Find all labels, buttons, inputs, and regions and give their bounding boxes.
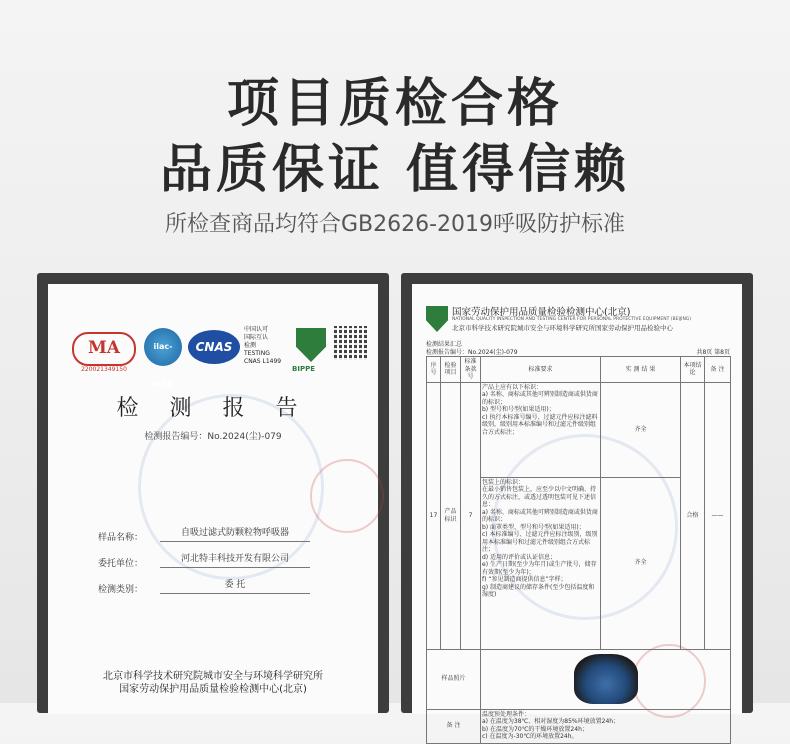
org-title: 国家劳动保护用品质量检验检测中心(北京)	[452, 307, 631, 318]
cnas-text	[244, 326, 294, 366]
qr-code-icon	[334, 326, 368, 360]
row-number: 17	[427, 382, 441, 649]
header-cell: 检验项目	[441, 357, 461, 383]
header-cell: 备 注	[705, 357, 731, 383]
cnas-logo: CNAS	[188, 330, 240, 364]
header-cell: 标准要求	[481, 357, 601, 383]
result-b: 齐全	[601, 477, 681, 649]
red-stamp	[310, 459, 384, 533]
page-info: 共8页 第8页	[696, 349, 730, 356]
summary-label: 检测结果汇总	[426, 341, 463, 348]
cnas-text-line: 国际互认	[244, 334, 269, 341]
field-label-category: 检测类别：	[98, 585, 144, 595]
header-cell: 序号	[427, 357, 441, 383]
header-cell: 标准条款号	[461, 357, 481, 383]
report-number: 检测报告编号：No.2024(尘)-079	[144, 432, 282, 442]
field-label-client: 委托单位：	[98, 559, 144, 569]
footer-center: 国家劳动保护用品质量检验检测中心(北京)	[119, 684, 307, 695]
bippe-shield-icon	[426, 306, 448, 332]
field-value-category: 委 托	[160, 579, 310, 594]
cnas-text-line: 检测	[244, 342, 257, 349]
header-cell: 实 测 结 果	[601, 357, 681, 383]
row-item: 产品标识	[441, 382, 461, 649]
note-row	[427, 709, 731, 743]
footer-institute: 北京市科学技术研究院城市安全与环境科学研究所	[103, 671, 323, 682]
org-subtitle: 北京市科学技术研究院城市安全与环境科学研究所国家劳动保护用品检验中心	[452, 324, 673, 332]
right-certificate-frame	[401, 273, 753, 740]
respirator-mask-image	[574, 654, 638, 704]
org-title-en: NATIONAL QUALITY INSPECTION AND TESTING CENTER FOR PERSONAL PROTECTIVE EQUIPMENT (BEIJING)	[452, 317, 692, 322]
bippe-shield-icon	[296, 328, 326, 362]
table-row	[427, 382, 731, 477]
headline-line1: 项目质检合格	[226, 74, 563, 134]
result-report-number: 检测报告编号：No.2024(尘)-079	[426, 349, 518, 356]
ilac-mra-logo: ilac-MRA	[144, 328, 182, 366]
requirement-b: 包装上的标识： 在最小销售包装上，应至少以中文明确、持久的方式标注，或透过透明包装可见下述信息： a) 名称、商标或其他可辨别制造商或供货商的标识； b) 面罩类型、型号和号型(如果适用)； c) 本标准编号、过滤元件应标注级别，级别用本标准编号和过滤元件级别组合方式标注； d) 适用的评价或认证信息； e) 生产日期(至少为年月)或生产批号，储存有效期(至少为年)； f) “参见制造商提供信息”字样； g) 制造商建议的储存条件(至少包括温度和湿度)	[481, 477, 601, 649]
field-label-sample: 样品名称：	[98, 533, 144, 543]
photo-label: 样品照片	[427, 649, 481, 709]
field-value-client: 河北特丰科技开发有限公司	[160, 553, 310, 568]
note-text: 温度预处理条件： a) 在温度为38℃、相对湿度为85%环境放置24h； b) 在温度为70℃的干燥环境放置24h； c) 在温度为-30℃的环境放置24h。	[481, 709, 731, 743]
headline-line2: 品质保证 值得信赖	[159, 140, 631, 200]
table-header-row	[427, 357, 731, 383]
cert-logos	[64, 324, 362, 389]
cnas-text-line: 中国认可	[244, 326, 269, 333]
headline-subtitle: 所检查商品均符合GB2626-2019呼吸防护标准	[164, 212, 626, 237]
result-a: 齐全	[601, 382, 681, 477]
note-label: 备 注	[427, 709, 481, 743]
sample-photo	[481, 649, 731, 709]
cma-logo: MA	[72, 332, 136, 366]
field-value-sample: 自吸过滤式防颗粒物呼吸器	[160, 527, 310, 542]
report-title: 检 测 报 告	[116, 396, 310, 421]
photo-row	[427, 649, 731, 709]
cnas-text-line: TESTING	[244, 350, 270, 357]
left-certificate-frame	[37, 273, 389, 713]
remark: ——	[705, 382, 731, 649]
test-result-page	[412, 284, 742, 740]
bippe-label: BIPPE	[292, 365, 315, 373]
test-report-cover	[48, 284, 378, 714]
requirement-a: 产品上应有以下标识： a) 名称、商标或其他可辨别制造商或供货商的标识； b) 型号和号型(如果适用)； c) 执行本标准号编号、过滤元件应标注滤料级别，级别用本标准编号和过滤元件级别组合方式标注；	[481, 382, 601, 477]
conclusion: 合格	[681, 382, 705, 649]
cma-number: 220021349150	[81, 366, 127, 373]
row-clause: 7	[461, 382, 481, 649]
result-table	[426, 356, 731, 744]
cnas-text-line: CNAS L1499	[244, 358, 282, 365]
header-cell: 本项结论	[681, 357, 705, 383]
